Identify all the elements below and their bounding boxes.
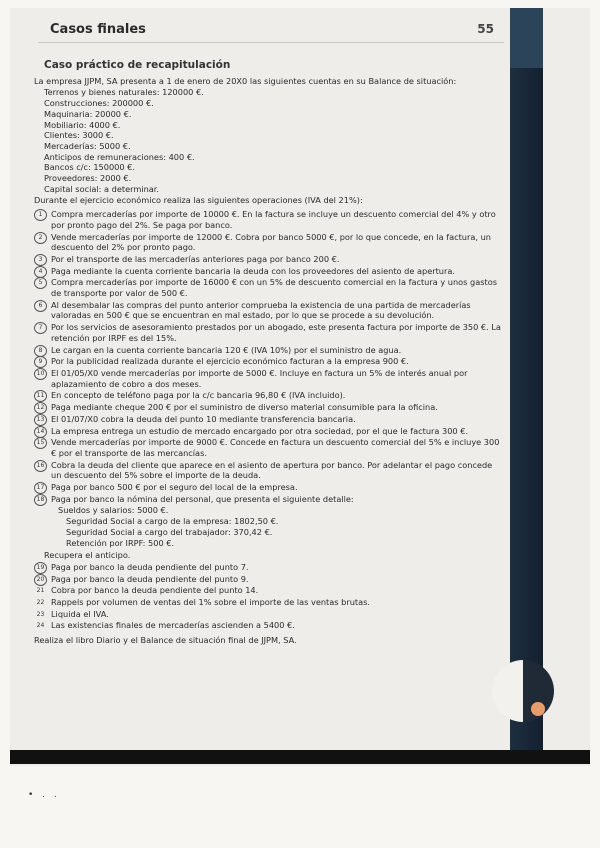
right-bar-top-band	[510, 8, 543, 68]
account-item: Anticipos de remuneraciones: 400 €.	[44, 151, 195, 162]
account-item: Capital social: a determinar.	[44, 183, 160, 194]
operation-item	[34, 437, 504, 458]
page-content	[34, 60, 504, 654]
operation-text: Paga mediante cheque 200 € por el suministro de diverso material consumible para la oficina.	[51, 402, 438, 413]
payroll-detail	[58, 505, 504, 548]
operation-item	[34, 266, 504, 277]
operation-item	[34, 585, 504, 596]
operation-number: 7	[34, 322, 47, 334]
account-item: Terrenos y bienes naturales: 120000 €.	[44, 87, 204, 98]
operation-number: 20	[34, 574, 47, 586]
operation-number: 10	[34, 368, 47, 380]
operation-number: 22	[36, 599, 45, 607]
payroll-irpf: Retención por IRPF: 500 €.	[66, 537, 175, 548]
account-item: Maquinaria: 20000 €.	[44, 108, 132, 119]
account-item: Clientes: 3000 €.	[44, 130, 114, 141]
operation-number: 12	[34, 402, 47, 414]
closing-instruction: Realiza el libro Diario y el Balance de situación final de JJPM, SA.	[34, 635, 297, 646]
operation-text: Paga por banco 500 € por el seguro del local de la empresa.	[51, 482, 298, 493]
operation-item	[34, 345, 504, 356]
operation-text: Las existencias finales de mercaderías ascienden a 5400 €.	[51, 620, 295, 631]
corner-half-disc	[492, 660, 554, 722]
operation-number: 14	[34, 426, 47, 438]
operation-item	[34, 460, 504, 481]
operation-text: Al desembalar las compras del punto anterior comprueba la existencia de una partida de mercaderías valoradas en 500 € que se encuentran en mal estado, por lo que se procede a su devolución.	[51, 299, 471, 321]
operation-number: 11	[34, 390, 47, 402]
operation-number: 4	[34, 266, 47, 278]
page-header	[38, 22, 504, 43]
operation-number: 16	[34, 460, 47, 472]
operation-text: Paga por banco la nómina del personal, que presenta el siguiente detalle:	[51, 493, 354, 504]
operation-number: 9	[34, 356, 47, 368]
operation-text: En concepto de teléfono paga por la c/c bancaria 96,80 € (IVA incluido).	[51, 390, 346, 401]
right-decorative-bar	[510, 8, 543, 754]
operation-item	[34, 368, 504, 389]
payroll-ss-company: Seguridad Social a cargo de la empresa: 1802,50 €.	[66, 516, 279, 527]
page-number: 55	[477, 22, 494, 36]
account-item: Proveedores: 2000 €.	[44, 173, 132, 184]
operation-text: Cobra la deuda del cliente que aparece en el asiento de apertura por banco. Por adelantar el pago concede un descuento del 5% sobre el importe de la deuda.	[51, 459, 493, 481]
operation-text: La empresa entrega un estudio de mercado encargado por otra sociedad, por el que le factura 300 €.	[51, 425, 469, 436]
account-list	[44, 87, 504, 194]
operation-item	[34, 390, 504, 401]
operation-text: Por los servicios de asesoramiento prestados por un abogado, este presenta factura por importe de 350 €. La retención por IRPF es del 15%.	[51, 322, 501, 343]
operation-number: 13	[34, 414, 47, 426]
operation-text: Paga mediante la cuenta corriente bancaria la deuda con los proveedores del asiento de apertura.	[51, 265, 455, 276]
operations-list	[34, 209, 504, 504]
operation-number: 21	[36, 587, 45, 595]
operation-item	[34, 494, 504, 505]
operation-item	[34, 277, 504, 298]
account-item: Mobiliario: 4000 €.	[44, 119, 121, 130]
operation-number: 5	[34, 277, 47, 289]
operation-item	[34, 232, 504, 253]
operation-number: 17	[34, 482, 47, 494]
payroll-ss-worker: Seguridad Social a cargo del trabajador: 370,42 €.	[66, 526, 273, 537]
operation-item	[34, 426, 504, 437]
operation-number: 15	[34, 437, 47, 449]
operation-text: Por el transporte de las mercaderías anteriores paga por banco 200 €.	[51, 253, 340, 264]
operation-number: 24	[36, 622, 45, 630]
bottom-marks: • . .	[28, 790, 60, 800]
operation-text: El 01/07/X0 cobra la deuda del punto 10 mediante transferencia bancaria.	[51, 413, 356, 424]
operation-number: 19	[34, 562, 47, 574]
operation-item	[34, 620, 504, 631]
section-title: Caso práctico de recapitulación	[44, 59, 231, 71]
operation-item	[34, 609, 504, 620]
operation-text: Cobra por banco la deuda pendiente del punto 14.	[51, 585, 259, 596]
operation-item	[34, 574, 504, 585]
operation-text: Paga por banco la deuda pendiente del punto 9.	[51, 573, 249, 584]
header-title: Casos finales	[50, 22, 146, 37]
payroll-wages: Sueldos y salarios: 5000 €.	[58, 505, 169, 516]
bottom-dark-band	[10, 750, 590, 764]
operation-item	[34, 300, 504, 321]
operation-item	[34, 322, 504, 343]
operation-item	[34, 562, 504, 573]
operation-text: Le cargan en la cuenta corriente bancaria 120 € (IVA 10%) por el suministro de agua.	[51, 344, 402, 355]
account-item: Bancos c/c: 150000 €.	[44, 162, 135, 173]
operation-text: Rappels por volumen de ventas del 1% sobre el importe de las ventas brutas.	[51, 597, 371, 608]
operation-text: Por la publicidad realizada durante el ejercicio económico facturan a la empresa 900 €.	[51, 356, 409, 367]
intro-paragraph: La empresa JJPM, SA presenta a 1 de enero de 20X0 las siguientes cuentas en su Balance de situación:	[34, 75, 457, 86]
operation-text: Paga por banco la deuda pendiente del punto 7.	[51, 561, 249, 572]
operation-item	[34, 402, 504, 413]
operation-number: 23	[36, 610, 45, 618]
operation-number: 3	[34, 254, 47, 266]
account-item: Construcciones: 200000 €.	[44, 98, 154, 109]
operation-number: 8	[34, 345, 47, 357]
operation-item	[34, 482, 504, 493]
operation-number: 6	[34, 300, 47, 312]
advance-recovery: Recupera el anticipo.	[44, 550, 131, 561]
operation-text: Compra mercaderías por importe de 10000 €. En la factura se incluye un descuento comercial del 4% y otro por pronto pago del 2%. Se paga por banco.	[51, 209, 496, 230]
operations-intro: Durante el ejercicio económico realiza las siguientes operaciones (IVA del 21%):	[34, 195, 363, 206]
operation-item	[34, 356, 504, 367]
operation-text: El 01/05/X0 vende mercaderías por importe de 5000 €. Incluye en factura un 5% de interés anual por aplazamiento de cobro a dos meses.	[51, 367, 468, 389]
operation-number: 18	[34, 494, 47, 506]
corner-orange-dot	[531, 702, 545, 716]
operation-text: Compra mercaderías por importe de 16000 € con un 5% de descuento comercial en la factura y unos gastos de transporte por valor de 500 €.	[51, 277, 498, 299]
operation-text: Vende mercaderías por importe de 12000 €. Cobra por banco 5000 €, por lo que concede, en la factura, un descuento del 2% por pronto pago.	[51, 231, 491, 253]
operations-list-2	[34, 562, 504, 631]
operation-number: 2	[34, 232, 47, 244]
operation-number: 1	[34, 209, 47, 221]
operation-item	[34, 209, 504, 230]
operation-item	[34, 254, 504, 265]
operation-text: Vende mercaderías por importe de 9000 €. Concede en factura un descuento comercial del 5% e incluye 300 € por el transporte de las mercancías.	[51, 437, 500, 458]
operation-item	[34, 597, 504, 608]
operation-text: Liquida el IVA.	[51, 608, 109, 619]
account-item: Mercaderías: 5000 €.	[44, 140, 131, 151]
operation-item	[34, 414, 504, 425]
